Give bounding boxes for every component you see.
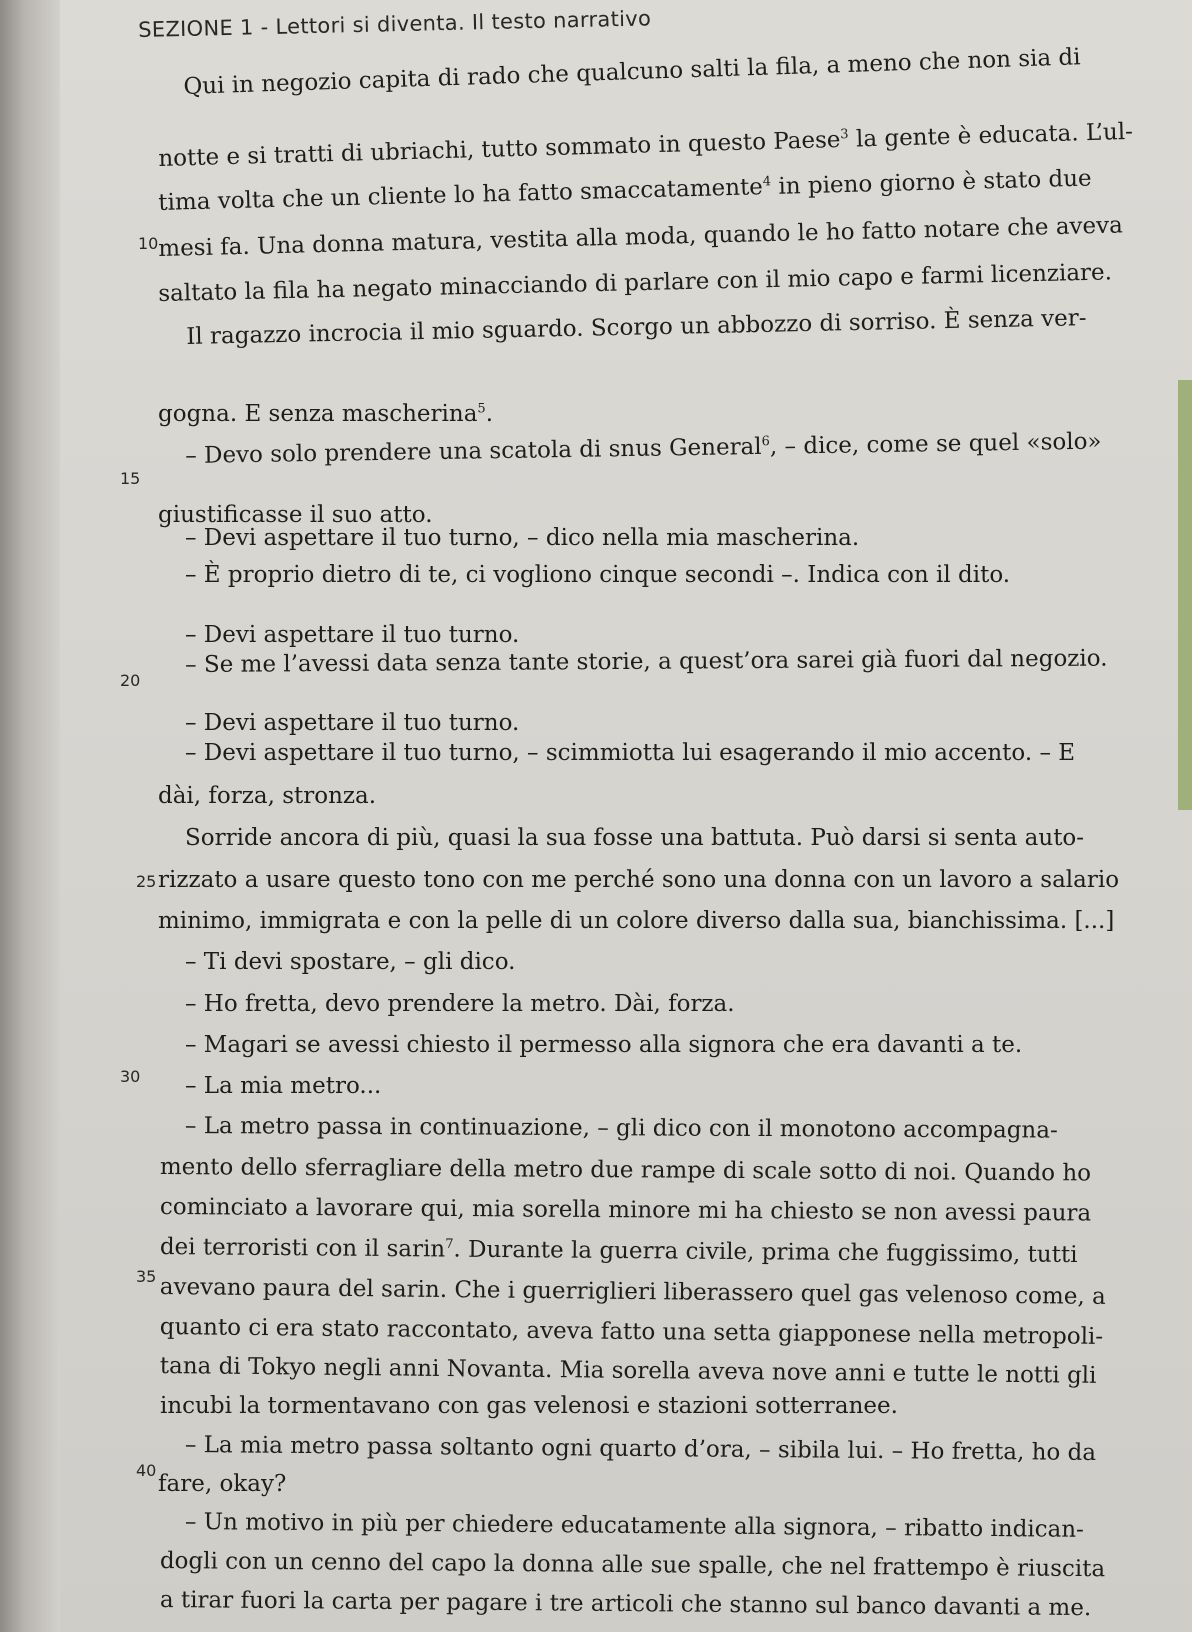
text-line: – Devo solo prendere una scatola di snus General$^6$, – dice, come se quel «solo» (185, 428, 1102, 469)
line-number: 35 (136, 1267, 157, 1286)
text-line: dogli con un cenno del capo la donna alle sue spalle, che nel frattempo è riuscita (159, 1548, 1106, 1583)
text-line: – Devi aspettare il tuo turno, – scimmiotta lui esagerando il mio accento. – E (185, 740, 1076, 766)
text-line: dei terroristi con il sarin$^7$. Durante la guerra civile, prima che fuggissimo, tutti (159, 1234, 1078, 1269)
text-line: Sorride ancora di più, quasi la sua fosse una battuta. Può darsi si senta auto- (185, 825, 1085, 851)
text-line: giustificasse il suo atto. (158, 502, 433, 528)
line-number: 10 (138, 234, 159, 253)
text-line: – Devi aspettare il tuo turno. (185, 622, 520, 648)
text-line: tima volta che un cliente lo ha fatto smaccatamente$^4$ in pieno giorno è stato due (158, 165, 1092, 216)
text-line: mesi fa. Una donna matura, vestita alla moda, quando le ho fatto notare che aveva (158, 212, 1124, 262)
section-header: SEZIONE 1 - Lettori si diventa. Il testo narrativo (138, 6, 652, 42)
line-number: 25 (136, 872, 157, 891)
text-line: Il ragazzo incrocia il mio sguardo. Scorgo un abbozzo di sorriso. È senza ver- (186, 305, 1087, 350)
footnote-ref: 7 (445, 1236, 454, 1252)
text-line: – La mia metro passa soltanto ogni quarto d’ora, – sibila lui. – Ho fretta, ho da (184, 1432, 1097, 1466)
text-line: – Ho fretta, devo prendere la metro. Dài, forza. (185, 991, 735, 1017)
line-number: 40 (136, 1461, 157, 1480)
footnote-ref: 4 (762, 174, 772, 190)
text-line: – Devi aspettare il tuo turno. (185, 710, 520, 736)
text-line: saltato la fila ha negato minacciando di parlare con il mio capo e farmi licenziare. (158, 259, 1113, 307)
text-line: – Devi aspettare il tuo turno, – dico nella mia mascherina. (185, 525, 860, 551)
text-line: dài, forza, stronza. (158, 783, 377, 809)
text-line: gogna. E senza mascherina$^5$. (158, 401, 494, 427)
text-line: – Magari se avessi chiesto il permesso alla signora che era davanti a te. (185, 1032, 1023, 1058)
text-line: notte e si tratti di ubriachi, tutto sommato in questo Paese$^3$ la gente è educata. L’ul- (158, 118, 1134, 172)
text-line: – Un motivo in più per chiedere educatamente alla signora, – ribatto indican- (184, 1509, 1085, 1543)
text-line: tana di Tokyo negli anni Novanta. Mia sorella aveva nove anni e tutte le notti gli (159, 1353, 1097, 1389)
text-line: rizzato a usare questo tono con me perché sono una donna con un lavoro a salario (158, 867, 1120, 893)
text-line: – Se me l’avessi data senza tante storie, a quest’ora sarei già fuori dal negozio. (185, 645, 1108, 678)
text-line: quanto ci era stato raccontato, aveva fatto una setta giapponese nella metropoli- (159, 1314, 1104, 1350)
footnote-ref: 5 (477, 401, 486, 417)
footnote-ref: 3 (840, 127, 849, 143)
footnote-ref: 6 (761, 434, 770, 450)
text-line: – La metro passa in continuazione, – gli dico con il monotono accompagna- (184, 1113, 1058, 1144)
text-line: – Ti devi spostare, – gli dico. (185, 949, 516, 975)
text-line: minimo, immigrata e con la pelle di un colore diverso dalla sua, bianchissima. [...] (158, 908, 1115, 934)
line-number: 20 (120, 671, 141, 690)
text-line: Qui in negozio capita di rado che qualcuno salti la fila, a meno che non sia di (183, 44, 1081, 100)
text-line: fare, okay? (158, 1471, 287, 1497)
text-line: a tirar fuori la carta per pagare i tre articoli che stanno sul banco davanti a me. (159, 1587, 1092, 1622)
text-line: cominciato a lavorare qui, mia sorella minore mi ha chiesto se non avessi paura (159, 1194, 1092, 1227)
line-number: 30 (120, 1067, 141, 1086)
text-line: – È proprio dietro di te, ci vogliono cinque secondi –. Indica con il dito. (185, 562, 1011, 588)
text-line: incubi la tormentavano con gas velenosi e stazioni sotterranee. (160, 1393, 898, 1419)
text-line: avevano paura del sarin. Che i guerriglieri liberassero quel gas velenoso come, a (159, 1274, 1106, 1310)
line-number: 15 (120, 469, 141, 488)
text-line: – La mia metro... (185, 1073, 382, 1099)
text-line: mento dello sferragliare della metro due rampe di scale sotto di noi. Quando ho (159, 1154, 1092, 1187)
